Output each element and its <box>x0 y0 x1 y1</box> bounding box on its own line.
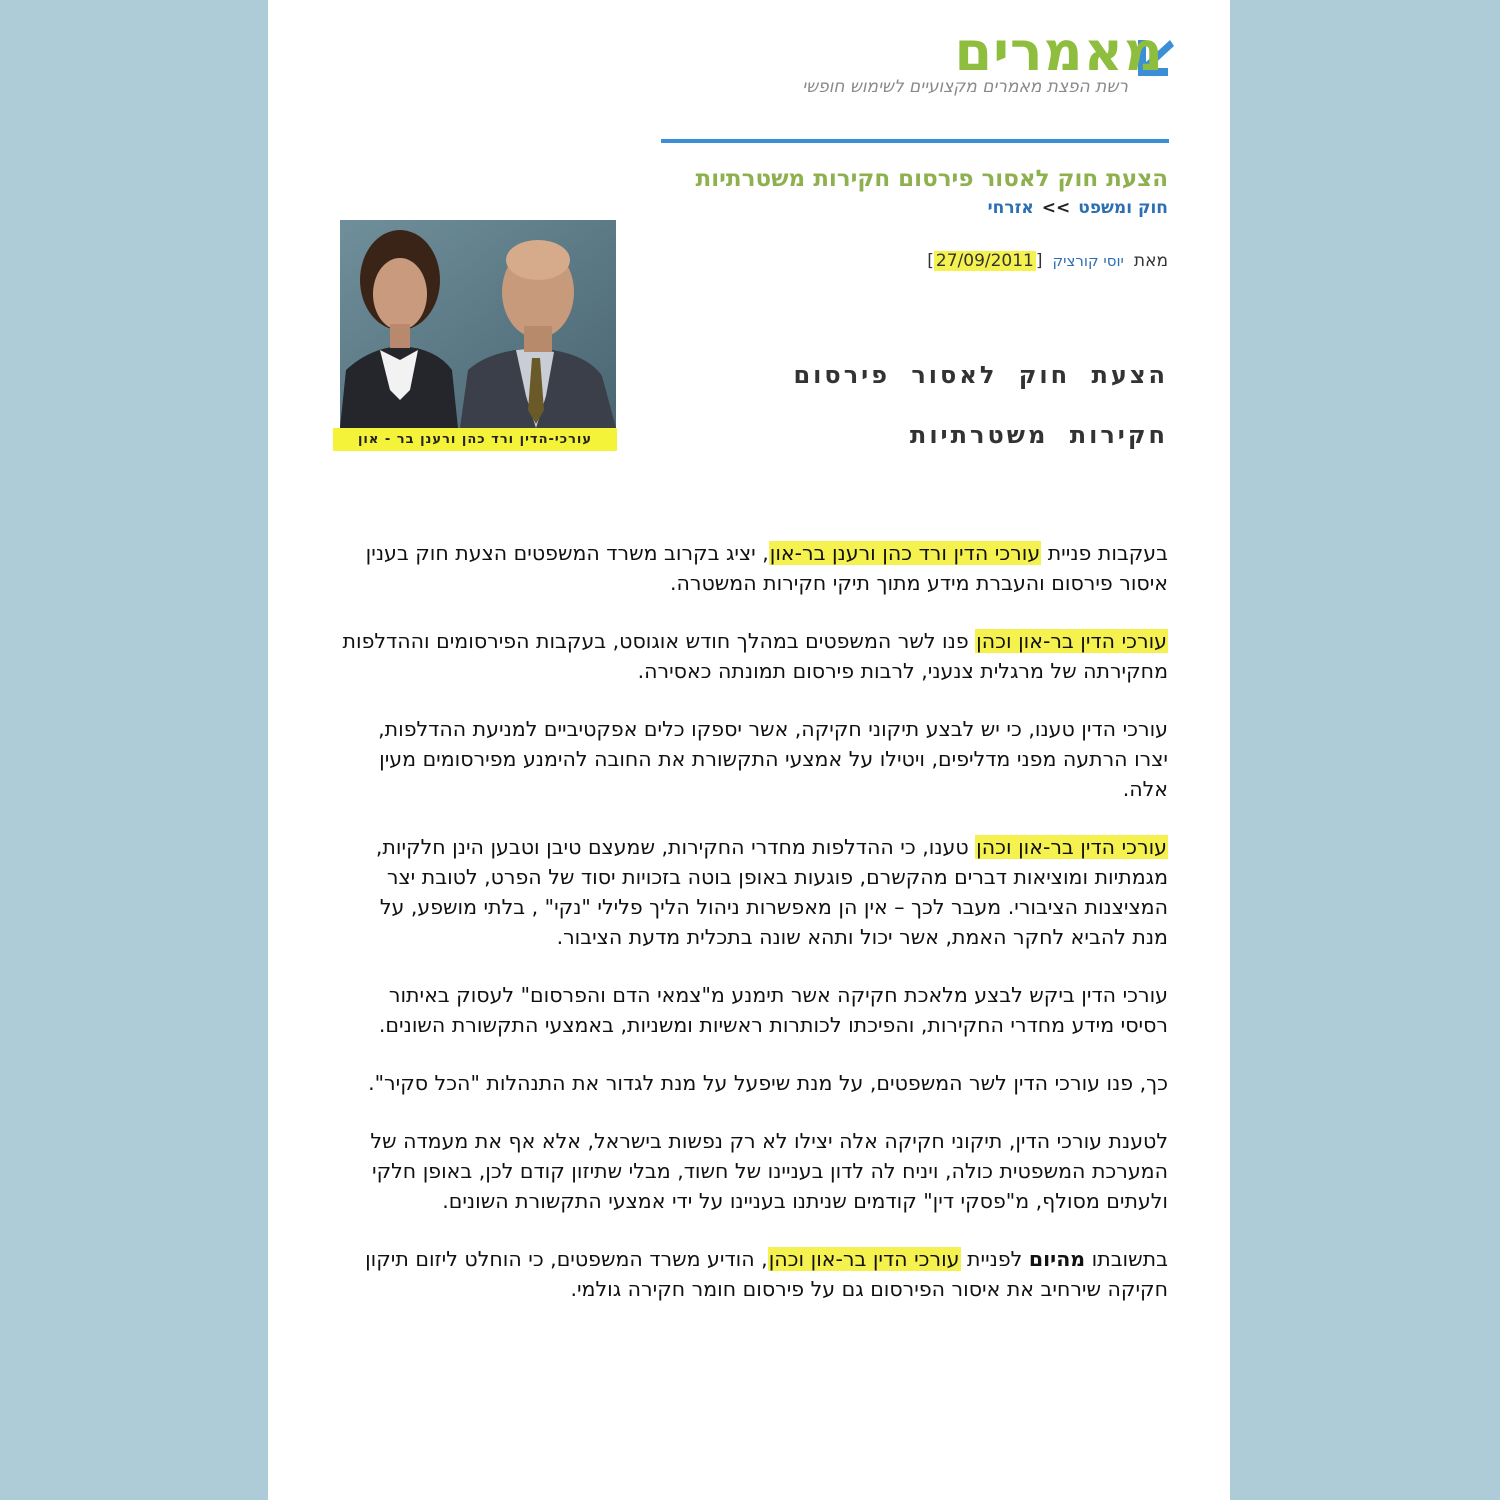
article-title: הצעת חוק לאסור פירסום חקירות משטרתיות <box>695 166 1168 192</box>
highlight: עורכי הדין בר-און וכהן <box>976 629 1167 653</box>
body-paragraph: בעקבות פניית עורכי הדין ורד כהן ורענן בר-און, יציג בקרוב משרד המשפטים הצעת חוק בענין איסור פירסום והעברת מידע מתוך תיקי חקירות המשטרה. <box>365 541 1168 595</box>
breadcrumb <box>568 196 1168 220</box>
byline-from-label: מאת <box>1133 251 1168 271</box>
date-bracket-close: ] <box>927 251 934 271</box>
body-paragraph: לטענת עורכי הדין, תיקוני חקיקה אלה יצילו לא רק נפשות בישראל, אלא אף את מעמדה של המערכת המשפטית כולה, ויניח לה לדון בעניינו של חשוד, מבלי שתיזון קודם לכן, באופן חלקי ולעתים מסולף, מ"פסקי דין" קודמים שניתנו בעניינו על ידי אמצעי התקשורת השונים. <box>370 1129 1168 1213</box>
breadcrumb-category-link[interactable]: חוק ומשפט <box>1078 198 1168 218</box>
body-paragraph: עורכי הדין ביקש לבצע מלאכת חקיקה אשר תימנע מ"צמאי הדם והפרסום" לעסוק באיתור רסיסי מידע מחדרי החקירות, והפיכתו לכותרות ראשיות ומשניות, באמצעי התקשורת השונים. <box>378 983 1168 1037</box>
photo-caption: עורכי-הדין ורד כהן ורענן בר - און <box>333 428 617 451</box>
author-link[interactable]: יוסי קורציק <box>1052 252 1124 270</box>
body-paragraph: כך, פנו עורכי הדין לשר המשפטים, על מנת שיפעל על מנת לגדור את התנהלות "הכל סקיר". <box>368 1071 1168 1095</box>
breadcrumb-subcategory-link[interactable]: אזרחי <box>987 198 1034 218</box>
bold-word: מהיום <box>1028 1247 1086 1271</box>
site-tagline: רשת הפצת מאמרים מקצועיים לשימוש חופשי <box>802 77 1128 97</box>
highlight: עורכי הדין בר-און וכהן <box>976 835 1167 859</box>
breadcrumb-separator: >> <box>1041 198 1071 218</box>
highlight: עורכי הדין בר-און וכהן <box>768 1247 960 1271</box>
lawyers-photo <box>340 220 616 428</box>
highlight: עורכי הדין ורד כהן ורענן בר-און <box>769 541 1041 565</box>
header-divider <box>661 139 1169 143</box>
article-body <box>340 538 1168 1332</box>
date-bracket-open: [ <box>1035 251 1043 271</box>
site-logo-wordmark[interactable]: מאמרים <box>954 20 1164 83</box>
byline <box>568 248 1168 274</box>
body-paragraph: עורכי הדין בר-און וכהן טענו, כי ההדלפות מחדרי החקירות, שמעצם טיבן וטבען הינן חלקיות, מגמתיות ומוציאות דברים מהקשרם, פוגעות באופן בוטה בזכויות יסוד של הפרט, לטובת יצר המציצנות הציבורי. מעבר לכך – אין הן מאפשרות ניהול הליך פלילי "נקי" , בלתי מושפע, על מנת להביא לחקר האמת, אשר יכול ותהא שונה בתכלית מדעת הציבור. <box>375 835 1168 949</box>
body-paragraph: בתשובתו מהיום לפניית עורכי הדין בר-און וכהן, הודיע משרד המשפטים, כי הוחלט ליזום תיקון חקיקה שירחיב את איסור הפירסום גם על פירסום חומר חקירה גולמי. <box>365 1247 1168 1301</box>
article-heading-line-2: חקירות משטרתיות <box>909 421 1168 449</box>
body-paragraph: עורכי הדין בר-און וכהן פנו לשר המשפטים במהלך חודש אוגוסט, בעקבות הפירסומים וההדלפות מחקירתה של מרגלית צנעני, לרבות פירסום תמונתה כאסירה. <box>342 629 1168 683</box>
publish-date: 27/09/2011 <box>935 251 1034 271</box>
article-heading-line-1: הצעת חוק לאסור פירסום <box>793 361 1168 389</box>
body-paragraph: עורכי הדין טענו, כי יש לבצע תיקוני חקיקה, אשר יספקו כלים אפקטיביים למניעת ההדלפות, יצרו הרתעה מפני מדליפים, ויטילו על אמצעי התקשורת את החובה להימנע מפירסומים מעין אלה. <box>378 717 1168 801</box>
